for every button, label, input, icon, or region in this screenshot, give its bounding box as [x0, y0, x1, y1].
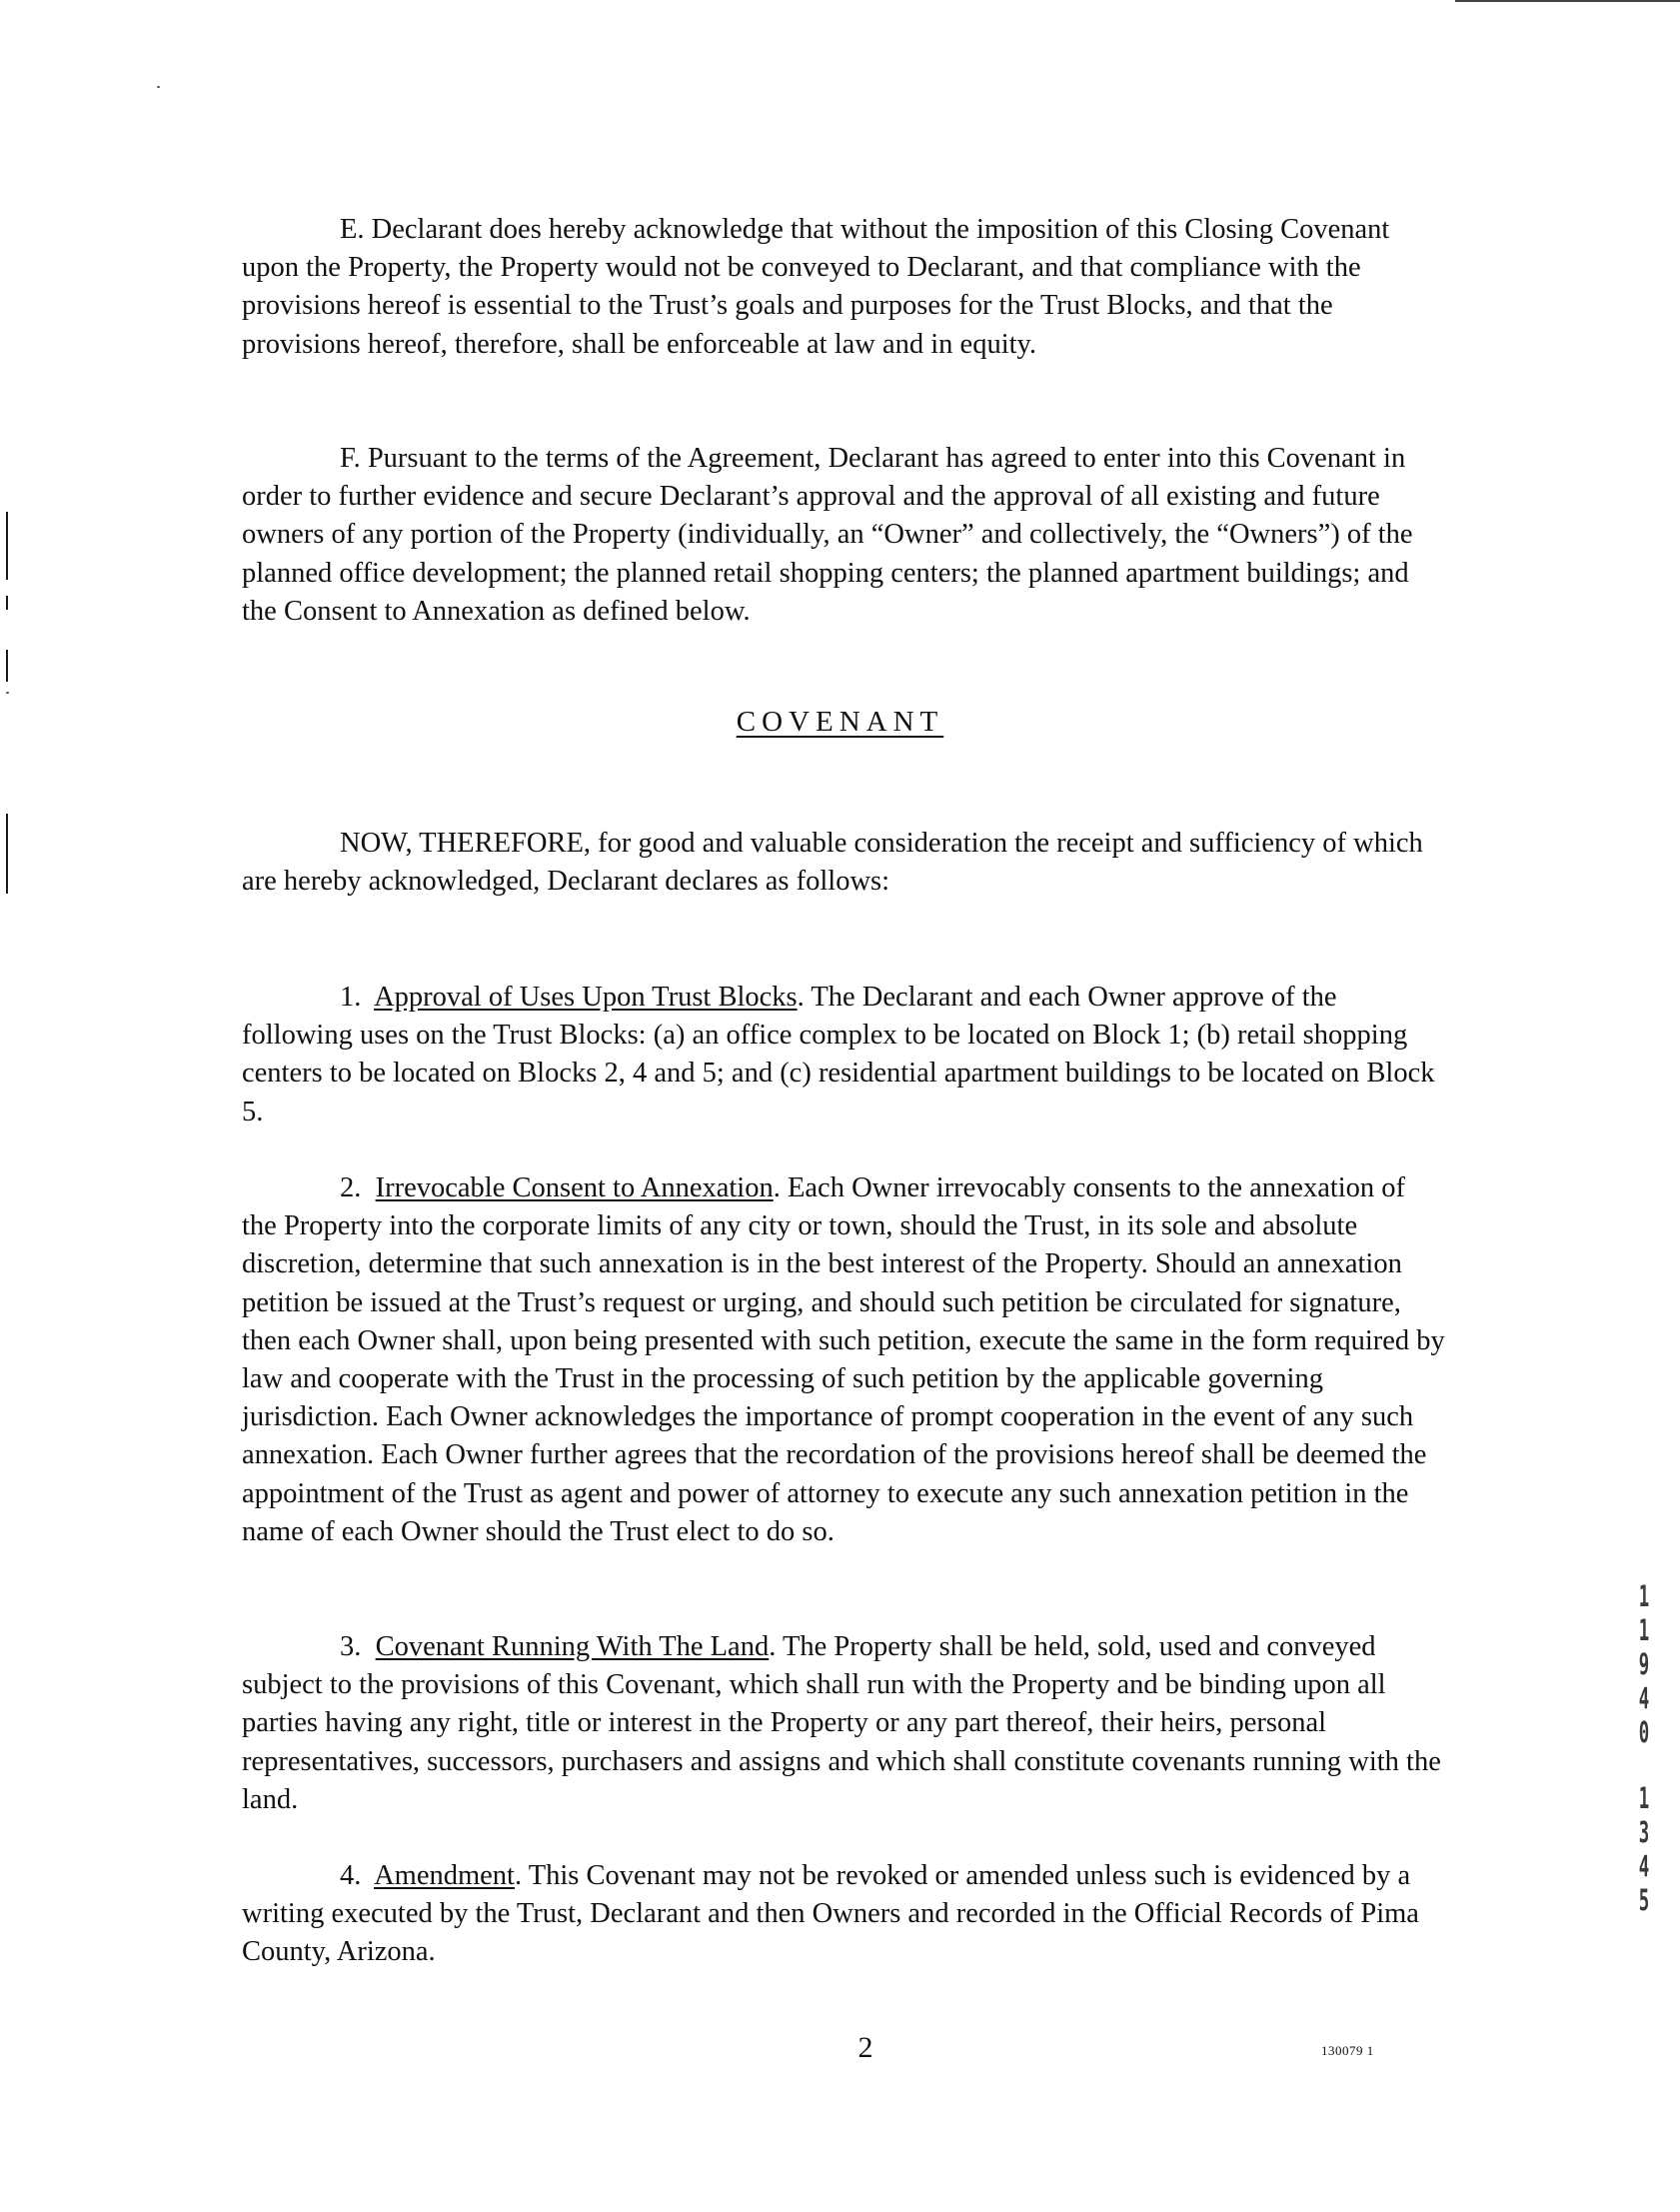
- section-3: [242, 1628, 1445, 1819]
- stamp-digit: 0: [1638, 1715, 1650, 1749]
- stamp-digit: 4: [1638, 1681, 1650, 1715]
- section-4: [242, 1857, 1445, 1972]
- margin-bar: [6, 512, 8, 580]
- margin-bar: [6, 814, 8, 894]
- stamp-digit: 1: [1638, 1579, 1650, 1613]
- page-number: 2: [857, 2031, 873, 2064]
- paragraph-f: F. Pursuant to the terms of the Agreement, Declarant has agreed to enter into this Covenant in order to further evidence and secure Declarant’s approval and the approval of all existing and future owners of any portion of the Property (individually, an “Owner” and collectively, the “Owners”) of the planned office development; the planned retail shopping centers; the planned apartment buildings; and the Consent to Annexation as defined below.: [242, 443, 1413, 627]
- section-title: Irrevocable Consent to Annexation: [375, 1172, 774, 1203]
- stamp-digit: 3: [1638, 1815, 1650, 1849]
- recording-stamp-lower: [1635, 1781, 1653, 1917]
- section-text: . This Covenant may not be revoked or amended unless such is evidenced by a writing executed by the Trust, Declarant and then Owners and recorded in the Official Records of Pima County, Arizona.: [242, 1860, 1419, 1968]
- section-text: . Each Owner irrevocably consents to the annexation of the Property into the corporate limits of any city or town, should the Trust, in its sole and absolute discretion, determine that such annexation is in the best interest of the Property. Should an annexation petition be issued at the Trust’s request or urging, and should such petition be circulated for signature, then each Owner shall, upon being presented with such petition, execute the same in the form required by law and cooperate with the Trust in the processing of such petition by the applicable governing jurisdiction. Each Owner acknowledges the importance of prompt cooperation in the event of any such annexation. Each Owner further agrees that the recordation of the provisions hereof shall be deemed the appointment of the Trust as agent and power of attorney to execute any such annexation petition in the name of each Owner should the Trust elect to do so.: [242, 1172, 1445, 1547]
- section-title: Approval of Uses Upon Trust Blocks: [374, 982, 798, 1013]
- stamp-digit: 1: [1638, 1613, 1650, 1647]
- scan-edge-line: [1455, 0, 1680, 2]
- section-2: [242, 1169, 1445, 1551]
- section-1: [242, 979, 1445, 1131]
- stamp-digit: 9: [1638, 1647, 1650, 1681]
- section-number: 1.: [340, 982, 362, 1013]
- section-heading: COVENANT: [736, 706, 944, 738]
- stamp-digit: 4: [1638, 1849, 1650, 1883]
- stamp-digit: 5: [1638, 1883, 1650, 1917]
- section-number: 4.: [340, 1860, 362, 1891]
- section-title: Amendment: [374, 1860, 515, 1891]
- section-text: . The Property shall be held, sold, used and conveyed subject to the provisions of this Covenant, which shall run with the Property and be binding upon all parties having any right, title or interest in the Property or any part thereof, their heirs, personal representatives, successors, purchasers and assigns and which shall constitute covenants running with the land.: [242, 1631, 1441, 1815]
- preamble-paragraph: NOW, THEREFORE, for good and valuable consideration the receipt and sufficiency of which are hereby acknowledged, Declarant declares as follows:: [242, 828, 1423, 898]
- section-number: 2.: [340, 1172, 362, 1203]
- paragraph-e: E. Declarant does hereby acknowledge that without the imposition of this Closing Covenant upon the Property, the Property would not be conveyed to Declarant, and that compliance with the provisions hereof is essential to the Trust’s goals and purposes for the Trust Blocks, and that the provisions hereof, therefore, shall be enforceable at law and in equity.: [242, 214, 1390, 360]
- document-id: 130079 1: [1321, 2043, 1374, 2058]
- section-number: 3.: [340, 1631, 362, 1662]
- section-title: Covenant Running With The Land: [375, 1631, 770, 1662]
- margin-bar: [6, 650, 8, 682]
- scan-speck: [6, 692, 9, 694]
- stamp-digit: 1: [1638, 1781, 1650, 1815]
- section-text: . The Declarant and each Owner approve of the following uses on the Trust Blocks: (a) an office complex to be located on Block 1; (b) retail shopping centers to be located on Blocks 2, 4 and 5; and (c) residential apartment buildings to be located on Block 5.: [242, 982, 1435, 1127]
- margin-bar: [6, 596, 8, 610]
- recording-stamp-upper: [1635, 1579, 1653, 1749]
- scan-speck: [157, 86, 160, 88]
